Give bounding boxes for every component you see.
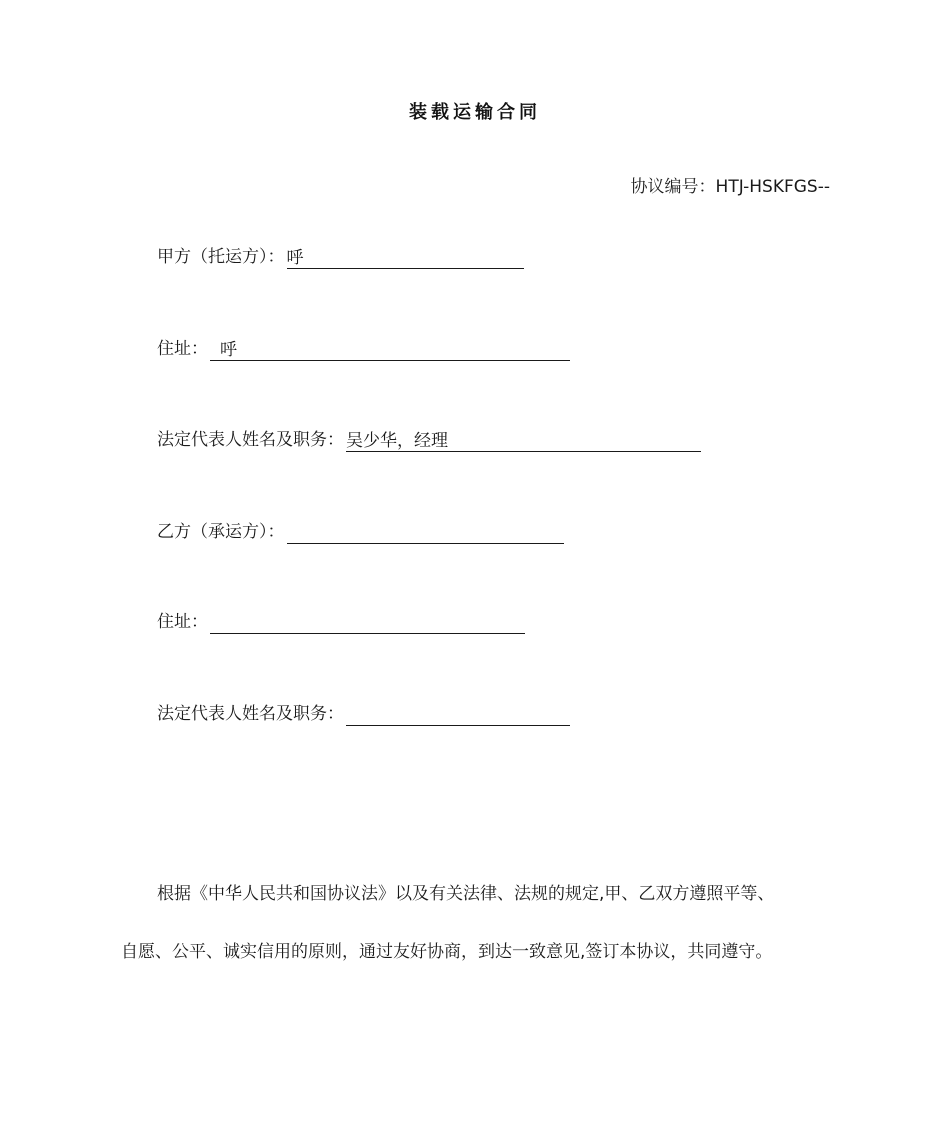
party-b-field (157, 520, 564, 544)
party-a-address-label: 住址： (157, 339, 208, 359)
party-b-address-label: 住址： (157, 612, 208, 632)
party-a-rep-value: 吴少华，经理 (346, 430, 701, 452)
party-a-field (157, 245, 524, 269)
party-a-address-value: 呼 (210, 339, 570, 361)
party-b-rep-label: 法定代表人姓名及职务： (157, 704, 344, 724)
document-title: 装载运输合同 (409, 102, 541, 123)
body-paragraph-line-2: 自愿、公平、诚实信用的原则，通过友好协商，到达一致意见,签订本协议，共同遵守。 (121, 942, 773, 962)
party-a-value: 呼 (287, 247, 524, 269)
party-a-rep-field (157, 428, 701, 452)
party-a-label: 甲方（托运方）： (157, 247, 285, 267)
body-paragraph-line-1: 根据《中华人民共和国协议法》以及有关法律、法规的规定,甲、乙双方遵照平等、 (157, 884, 775, 904)
party-a-address-field (157, 337, 570, 361)
party-b-label: 乙方（承运方）： (157, 522, 285, 542)
party-a-rep-label: 法定代表人姓名及职务： (157, 430, 344, 450)
party-b-rep-field (157, 702, 570, 726)
agreement-number: 协议编号：HTJ-HSKFGS-- (630, 177, 830, 197)
party-b-rep-value (346, 704, 570, 726)
party-b-address-field (157, 610, 525, 634)
party-b-value (287, 522, 564, 544)
party-b-address-value (210, 612, 525, 634)
